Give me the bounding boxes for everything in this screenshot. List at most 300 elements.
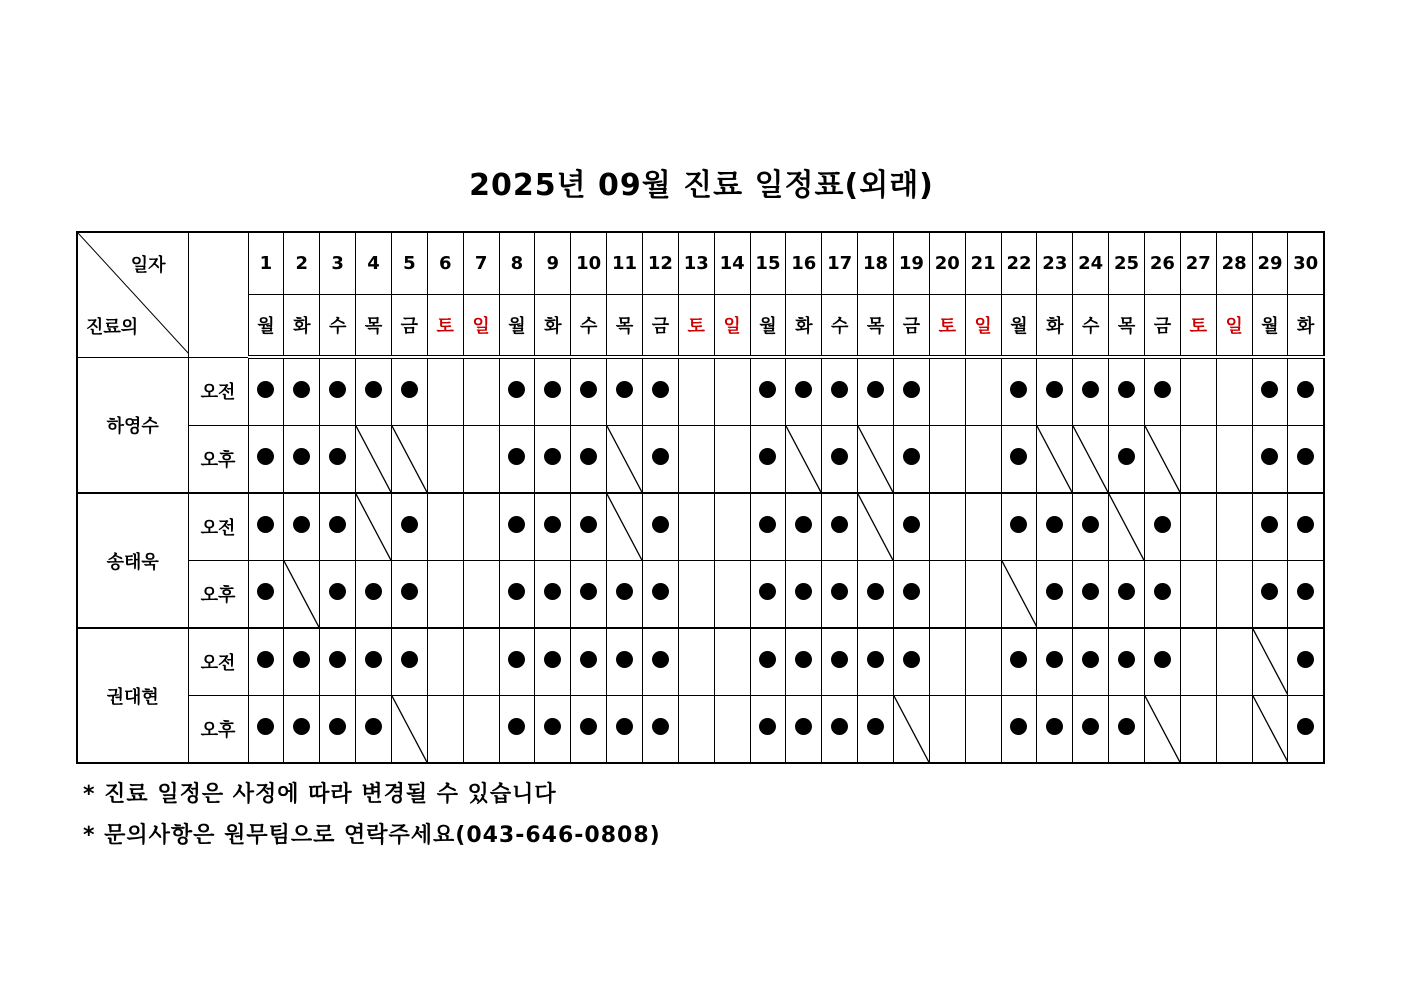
- empty-cell: [1216, 696, 1252, 764]
- available-mark: [1288, 628, 1324, 696]
- diagonal-slash-icon: [1253, 696, 1288, 762]
- filled-circle-icon: [831, 651, 848, 668]
- filled-circle-icon: [903, 516, 920, 533]
- filled-circle-icon: [652, 448, 669, 465]
- empty-cell: [463, 426, 499, 494]
- filled-circle-icon: [867, 583, 884, 600]
- available-mark: [571, 561, 607, 629]
- available-mark: [535, 696, 571, 764]
- available-mark: [1109, 696, 1145, 764]
- header-row-weekdays: [77, 295, 1324, 358]
- empty-cell: [929, 493, 965, 561]
- filled-circle-icon: [759, 718, 776, 735]
- empty-cell: [929, 628, 965, 696]
- filled-circle-icon: [293, 516, 310, 533]
- empty-cell: [714, 628, 750, 696]
- filled-circle-icon: [1010, 381, 1027, 398]
- empty-cell: [463, 561, 499, 629]
- day-number: 18: [858, 232, 894, 295]
- weekday-label: 월: [750, 295, 786, 358]
- empty-cell: [965, 696, 1001, 764]
- diagonal-slash-icon: [1253, 629, 1288, 695]
- available-mark: [499, 357, 535, 426]
- empty-cell: [1216, 357, 1252, 426]
- available-mark: [499, 561, 535, 629]
- weekday-label: 화: [1288, 295, 1324, 358]
- weekday-label: 목: [356, 295, 392, 358]
- filled-circle-icon: [329, 583, 346, 600]
- weekday-label: 토: [427, 295, 463, 358]
- available-mark: [642, 696, 678, 764]
- filled-circle-icon: [257, 718, 274, 735]
- empty-cell: [427, 426, 463, 494]
- filled-circle-icon: [329, 718, 346, 735]
- doctor-label: 진료의: [86, 316, 139, 338]
- closed-mark: [1144, 426, 1180, 494]
- session-row: [77, 561, 1324, 629]
- filled-circle-icon: [759, 516, 776, 533]
- empty-cell: [427, 696, 463, 764]
- available-mark: [1037, 696, 1073, 764]
- filled-circle-icon: [544, 516, 561, 533]
- closed-mark: [1073, 426, 1109, 494]
- diagonal-slash-icon: [1109, 494, 1144, 560]
- available-mark: [786, 493, 822, 561]
- doctor-name: 권대현: [77, 628, 188, 763]
- day-number: 21: [965, 232, 1001, 295]
- empty-cell: [463, 357, 499, 426]
- available-mark: [320, 696, 356, 764]
- filled-circle-icon: [831, 448, 848, 465]
- weekday-label: 토: [1180, 295, 1216, 358]
- available-mark: [1288, 493, 1324, 561]
- available-mark: [1288, 561, 1324, 629]
- day-number: 29: [1252, 232, 1288, 295]
- available-mark: [535, 357, 571, 426]
- available-mark: [499, 426, 535, 494]
- empty-cell: [714, 696, 750, 764]
- day-number: 5: [391, 232, 427, 295]
- weekday-label: 월: [1252, 295, 1288, 358]
- filled-circle-icon: [867, 381, 884, 398]
- available-mark: [248, 628, 284, 696]
- filled-circle-icon: [1010, 718, 1027, 735]
- filled-circle-icon: [652, 718, 669, 735]
- day-number: 17: [822, 232, 858, 295]
- available-mark: [1252, 357, 1288, 426]
- empty-cell: [678, 426, 714, 494]
- diagonal-slash-icon: [284, 561, 319, 627]
- available-mark: [535, 426, 571, 494]
- available-mark: [1001, 493, 1037, 561]
- available-mark: [1073, 628, 1109, 696]
- weekday-label: 목: [607, 295, 643, 358]
- closed-mark: [607, 493, 643, 561]
- available-mark: [642, 628, 678, 696]
- filled-circle-icon: [329, 381, 346, 398]
- filled-circle-icon: [1118, 583, 1135, 600]
- diagonal-slash-icon: [1002, 561, 1037, 627]
- day-number: 28: [1216, 232, 1252, 295]
- empty-cell: [1180, 426, 1216, 494]
- available-mark: [571, 357, 607, 426]
- weekday-label: 수: [822, 295, 858, 358]
- available-mark: [571, 426, 607, 494]
- day-number: 30: [1288, 232, 1324, 295]
- filled-circle-icon: [1261, 381, 1278, 398]
- available-mark: [642, 493, 678, 561]
- filled-circle-icon: [903, 381, 920, 398]
- filled-circle-icon: [1046, 583, 1063, 600]
- day-number: 14: [714, 232, 750, 295]
- available-mark: [248, 696, 284, 764]
- day-number: 22: [1001, 232, 1037, 295]
- available-mark: [1252, 493, 1288, 561]
- available-mark: [1037, 493, 1073, 561]
- available-mark: [248, 561, 284, 629]
- available-mark: [750, 426, 786, 494]
- day-number: 9: [535, 232, 571, 295]
- filled-circle-icon: [795, 651, 812, 668]
- available-mark: [822, 696, 858, 764]
- filled-circle-icon: [1261, 583, 1278, 600]
- available-mark: [1073, 696, 1109, 764]
- day-number: 13: [678, 232, 714, 295]
- available-mark: [750, 357, 786, 426]
- weekday-label: 화: [786, 295, 822, 358]
- weekday-label: 목: [1109, 295, 1145, 358]
- diagonal-slash-icon: [786, 426, 821, 492]
- filled-circle-icon: [293, 651, 310, 668]
- filled-circle-icon: [1154, 583, 1171, 600]
- filled-circle-icon: [580, 448, 597, 465]
- available-mark: [535, 628, 571, 696]
- filled-circle-icon: [365, 583, 382, 600]
- filled-circle-icon: [652, 583, 669, 600]
- closed-mark: [356, 426, 392, 494]
- filled-circle-icon: [652, 516, 669, 533]
- available-mark: [858, 696, 894, 764]
- filled-circle-icon: [1154, 381, 1171, 398]
- closed-mark: [1252, 628, 1288, 696]
- filled-circle-icon: [401, 651, 418, 668]
- filled-circle-icon: [831, 583, 848, 600]
- filled-circle-icon: [795, 583, 812, 600]
- available-mark: [607, 357, 643, 426]
- diagonal-slash-icon: [1145, 696, 1180, 762]
- note-schedule-change: * 진료 일정은 사정에 따라 변경될 수 있습니다: [83, 782, 557, 807]
- available-mark: [1109, 426, 1145, 494]
- filled-circle-icon: [401, 583, 418, 600]
- empty-cell: [965, 561, 1001, 629]
- filled-circle-icon: [401, 516, 418, 533]
- available-mark: [822, 357, 858, 426]
- filled-circle-icon: [1297, 651, 1314, 668]
- empty-cell: [1216, 426, 1252, 494]
- available-mark: [893, 426, 929, 494]
- filled-circle-icon: [580, 718, 597, 735]
- session-label: 오전: [188, 628, 248, 696]
- available-mark: [391, 357, 427, 426]
- available-mark: [822, 561, 858, 629]
- empty-cell: [678, 561, 714, 629]
- session-row: [77, 426, 1324, 494]
- session-row: [77, 628, 1324, 696]
- diagonal-slash-icon: [607, 426, 642, 492]
- empty-cell: [678, 357, 714, 426]
- available-mark: [858, 628, 894, 696]
- available-mark: [1144, 628, 1180, 696]
- weekday-label: 일: [965, 295, 1001, 358]
- available-mark: [642, 426, 678, 494]
- available-mark: [284, 696, 320, 764]
- filled-circle-icon: [257, 651, 274, 668]
- filled-circle-icon: [795, 516, 812, 533]
- filled-circle-icon: [1010, 651, 1027, 668]
- available-mark: [1073, 357, 1109, 426]
- closed-mark: [1252, 696, 1288, 764]
- available-mark: [320, 426, 356, 494]
- empty-cell: [1180, 493, 1216, 561]
- closed-mark: [1144, 696, 1180, 764]
- available-mark: [535, 561, 571, 629]
- session-header-cell: [188, 232, 248, 357]
- session-label: 오전: [188, 493, 248, 561]
- available-mark: [284, 426, 320, 494]
- day-number: 26: [1144, 232, 1180, 295]
- filled-circle-icon: [1082, 718, 1099, 735]
- filled-circle-icon: [1010, 448, 1027, 465]
- weekday-label: 금: [391, 295, 427, 358]
- closed-mark: [1037, 426, 1073, 494]
- weekday-label: 수: [320, 295, 356, 358]
- closed-mark: [858, 493, 894, 561]
- day-number: 8: [499, 232, 535, 295]
- available-mark: [356, 628, 392, 696]
- filled-circle-icon: [1010, 516, 1027, 533]
- available-mark: [499, 493, 535, 561]
- filled-circle-icon: [508, 651, 525, 668]
- available-mark: [1288, 696, 1324, 764]
- available-mark: [391, 561, 427, 629]
- available-mark: [1109, 561, 1145, 629]
- available-mark: [1001, 426, 1037, 494]
- available-mark: [248, 357, 284, 426]
- diagonal-slash-icon: [858, 494, 893, 560]
- day-number: 1: [248, 232, 284, 295]
- closed-mark: [607, 426, 643, 494]
- available-mark: [607, 561, 643, 629]
- closed-mark: [284, 561, 320, 629]
- empty-cell: [427, 561, 463, 629]
- diagonal-slash-icon: [392, 426, 427, 492]
- empty-cell: [929, 426, 965, 494]
- filled-circle-icon: [616, 718, 633, 735]
- filled-circle-icon: [544, 583, 561, 600]
- day-number: 11: [607, 232, 643, 295]
- empty-cell: [463, 493, 499, 561]
- available-mark: [356, 357, 392, 426]
- date-label: 일자: [130, 255, 166, 276]
- day-number: 6: [427, 232, 463, 295]
- filled-circle-icon: [1082, 381, 1099, 398]
- available-mark: [893, 628, 929, 696]
- available-mark: [356, 696, 392, 764]
- filled-circle-icon: [544, 651, 561, 668]
- session-label: 오후: [188, 426, 248, 494]
- available-mark: [1144, 493, 1180, 561]
- available-mark: [248, 493, 284, 561]
- available-mark: [1037, 628, 1073, 696]
- filled-circle-icon: [831, 381, 848, 398]
- filled-circle-icon: [1082, 651, 1099, 668]
- filled-circle-icon: [1082, 583, 1099, 600]
- available-mark: [320, 561, 356, 629]
- available-mark: [1252, 561, 1288, 629]
- empty-cell: [1180, 628, 1216, 696]
- filled-circle-icon: [293, 448, 310, 465]
- available-mark: [1037, 561, 1073, 629]
- available-mark: [1001, 628, 1037, 696]
- filled-circle-icon: [544, 718, 561, 735]
- filled-circle-icon: [329, 516, 346, 533]
- diagonal-slash-icon: [356, 494, 391, 560]
- filled-circle-icon: [795, 718, 812, 735]
- filled-circle-icon: [1297, 448, 1314, 465]
- empty-cell: [1216, 561, 1252, 629]
- filled-circle-icon: [1046, 651, 1063, 668]
- filled-circle-icon: [508, 516, 525, 533]
- filled-circle-icon: [903, 583, 920, 600]
- empty-cell: [427, 493, 463, 561]
- day-number: 25: [1109, 232, 1145, 295]
- diagonal-slash-icon: [894, 696, 929, 762]
- filled-circle-icon: [580, 381, 597, 398]
- available-mark: [750, 696, 786, 764]
- day-number: 27: [1180, 232, 1216, 295]
- empty-cell: [678, 628, 714, 696]
- filled-circle-icon: [365, 381, 382, 398]
- available-mark: [858, 357, 894, 426]
- doctor-name: 하영수: [77, 357, 188, 493]
- available-mark: [284, 493, 320, 561]
- day-number: 10: [571, 232, 607, 295]
- filled-circle-icon: [1297, 381, 1314, 398]
- filled-circle-icon: [652, 651, 669, 668]
- available-mark: [535, 493, 571, 561]
- weekday-label: 일: [1216, 295, 1252, 358]
- page-title: 2025년 09월 진료 일정표(외래): [469, 168, 934, 203]
- day-number: 7: [463, 232, 499, 295]
- filled-circle-icon: [759, 583, 776, 600]
- available-mark: [284, 628, 320, 696]
- available-mark: [571, 628, 607, 696]
- filled-circle-icon: [1082, 516, 1099, 533]
- filled-circle-icon: [257, 381, 274, 398]
- day-number: 24: [1073, 232, 1109, 295]
- filled-circle-icon: [1046, 516, 1063, 533]
- available-mark: [822, 426, 858, 494]
- session-label: 오전: [188, 357, 248, 426]
- filled-circle-icon: [580, 583, 597, 600]
- available-mark: [786, 357, 822, 426]
- closed-mark: [1109, 493, 1145, 561]
- day-number: 2: [284, 232, 320, 295]
- weekday-label: 월: [1001, 295, 1037, 358]
- diagonal-slash-icon: [858, 426, 893, 492]
- empty-cell: [678, 493, 714, 561]
- doctor-name: 송태욱: [77, 493, 188, 628]
- empty-cell: [427, 357, 463, 426]
- filled-circle-icon: [1118, 381, 1135, 398]
- empty-cell: [965, 628, 1001, 696]
- empty-cell: [929, 561, 965, 629]
- closed-mark: [893, 696, 929, 764]
- filled-circle-icon: [257, 516, 274, 533]
- available-mark: [320, 493, 356, 561]
- filled-circle-icon: [329, 651, 346, 668]
- empty-cell: [1180, 561, 1216, 629]
- filled-circle-icon: [365, 718, 382, 735]
- weekday-label: 일: [463, 295, 499, 358]
- filled-circle-icon: [508, 381, 525, 398]
- available-mark: [1144, 561, 1180, 629]
- available-mark: [391, 493, 427, 561]
- diagonal-slash-icon: [1037, 426, 1072, 492]
- filled-circle-icon: [759, 651, 776, 668]
- filled-circle-icon: [831, 516, 848, 533]
- session-row: [77, 696, 1324, 764]
- session-row: [77, 357, 1324, 426]
- available-mark: [893, 493, 929, 561]
- weekday-label: 수: [571, 295, 607, 358]
- filled-circle-icon: [652, 381, 669, 398]
- corner-cell: [77, 232, 188, 357]
- filled-circle-icon: [365, 651, 382, 668]
- available-mark: [356, 561, 392, 629]
- day-number: 19: [893, 232, 929, 295]
- filled-circle-icon: [1118, 718, 1135, 735]
- day-number: 12: [642, 232, 678, 295]
- filled-circle-icon: [329, 448, 346, 465]
- diagonal-slash-icon: [1145, 426, 1180, 492]
- empty-cell: [463, 628, 499, 696]
- filled-circle-icon: [1118, 651, 1135, 668]
- available-mark: [750, 561, 786, 629]
- available-mark: [248, 426, 284, 494]
- filled-circle-icon: [616, 381, 633, 398]
- available-mark: [284, 357, 320, 426]
- closed-mark: [391, 426, 427, 494]
- available-mark: [786, 628, 822, 696]
- weekday-label: 토: [678, 295, 714, 358]
- filled-circle-icon: [544, 381, 561, 398]
- available-mark: [822, 628, 858, 696]
- filled-circle-icon: [1261, 516, 1278, 533]
- empty-cell: [1180, 357, 1216, 426]
- day-number: 23: [1037, 232, 1073, 295]
- empty-cell: [678, 696, 714, 764]
- schedule-table: [76, 231, 1325, 764]
- closed-mark: [786, 426, 822, 494]
- available-mark: [607, 696, 643, 764]
- filled-circle-icon: [1297, 583, 1314, 600]
- closed-mark: [391, 696, 427, 764]
- empty-cell: [929, 696, 965, 764]
- filled-circle-icon: [293, 718, 310, 735]
- available-mark: [391, 628, 427, 696]
- filled-circle-icon: [580, 516, 597, 533]
